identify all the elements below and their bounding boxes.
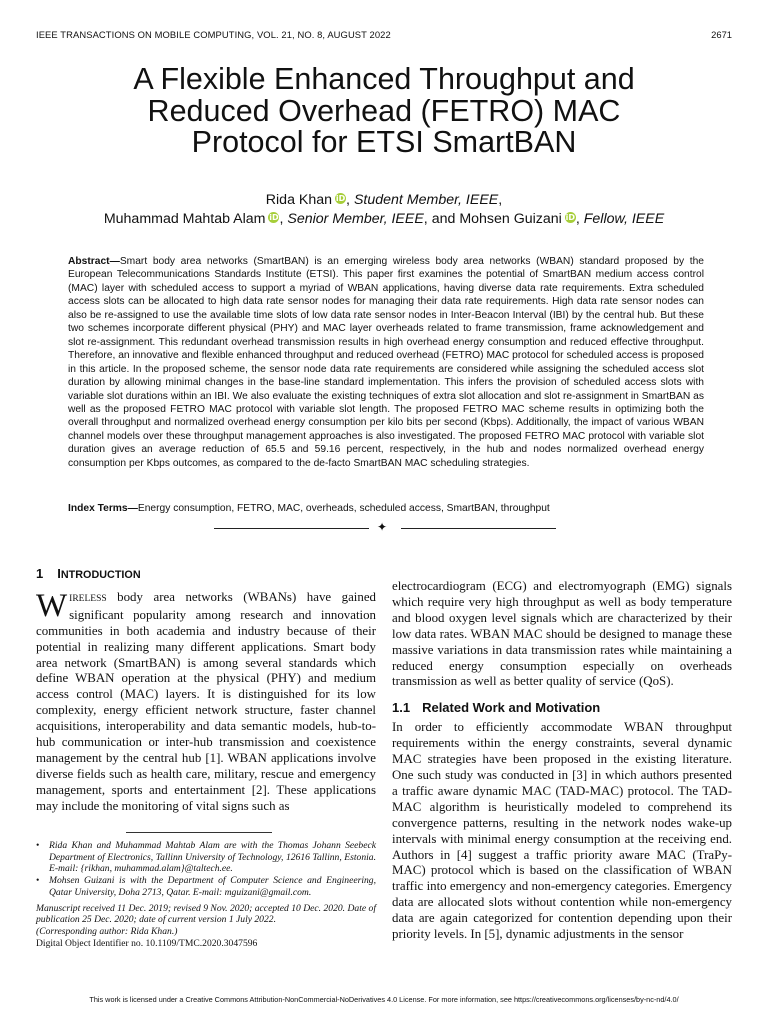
subsection-title: Related Work and Motivation	[422, 700, 601, 716]
orcid-icon[interactable]: iD	[565, 213, 576, 222]
section-title-initial: I	[57, 566, 61, 581]
page-number: 2671	[711, 29, 732, 40]
author-line-1: Rida Khan iD, Student Member, IEEE,	[265, 192, 503, 208]
divider-ornament-icon: ✦	[377, 520, 388, 534]
intro-text-right: electrocardiogram (ECG) and electromyograph (EMG) signals which require very high throughput as well as body temperature and blood oxygen level signals which are characterized by their low data rates. WBAN MAC should be designed to manage these massive variations in data transmission rates while maintaining a reduced energy consumption especially on overheads transmission as well as better quality of service (QoS).	[392, 579, 732, 689]
abstract-label: Abstract—	[68, 256, 120, 267]
small-caps-word: IRELESS	[69, 593, 107, 604]
journal-header: IEEE TRANSACTIONS ON MOBILE COMPUTING, VOL. 21, NO. 8, AUGUST 2022	[36, 29, 391, 40]
author-membership: Student Member, IEEE	[353, 192, 499, 208]
corresponding-author: (Corresponding author: Rida Khan.)	[36, 925, 178, 937]
author-name: Rida Khan	[265, 192, 333, 208]
divider-line-left	[214, 528, 369, 529]
author-line-2: Muhammad Mahtab Alam iD, Senior Member, IEEE, and Mohsen Guizani iD, Fellow, IEEE	[103, 211, 665, 227]
footnote-rule	[126, 832, 272, 833]
index-terms	[68, 503, 704, 514]
title-line-3: Protocol for ETSI SmartBAN	[191, 125, 577, 159]
author-membership: Senior Member, IEEE	[287, 211, 424, 227]
subsection-heading	[392, 700, 732, 716]
author-membership: Fellow, IEEE	[583, 211, 665, 227]
orcid-icon[interactable]: iD	[335, 194, 346, 203]
divider-line-right	[401, 528, 556, 529]
paper-title	[60, 64, 708, 159]
title-line-1: A Flexible Enhanced Throughput and	[133, 62, 635, 96]
footnote-text: Rida Khan and Muhammad Mahtab Alam are with the Thomas Johann Seebeck Department of Electronics, Tallinn University of Technology, 12616 Tallinn, Estonia. E-mail: {rikhan, muhammad.alam}@taltech.ee.	[49, 840, 376, 875]
section-divider	[214, 520, 556, 534]
title-line-2: Reduced Overhead (FETRO) MAC	[147, 93, 621, 128]
intro-paragraph	[36, 587, 376, 815]
section-title-rest: NTRODUCTION	[60, 569, 141, 581]
intro-text-left: body area networks (WBANs) have gained significant popularity among research and innovation communities in both academia and industry because of their potential in realizing many different applications. Smart body area network (SmartBAN) is among several standards which define WBAN operation at the physical (PHY) and medium access control (MAC) layers. It is distinguished for its low complexity, energy efficient network structure, faster channel acquisitions, interoperability and data semantic models, hub-to-hub communication or inter-hub transmission and coexistence management by the central hub [1]. WBAN applications involve diverse fields such as health care, military, rescue and emergency management, sports and entertainment [2]. These applications may include the monitoring of vital signs such as	[36, 589, 376, 813]
author-name: Muhammad Mahtab Alam	[103, 211, 266, 227]
author-conjunction: and	[431, 211, 456, 227]
related-work-text: In order to efficiently accommodate WBAN throughput requirements within the energy constraints, several dynamic MAC strategies have been proposed in the existing literature. One such study was conducted in [3] in which authors presented a traffic aware dynamic MAC (TAD-MAC) protocol. The TAD-MAC algorithm is heuristically modeled to comprehend its convergence patterns, resulting in the network nodes wake-up intervals with minimal energy consumption at the receiving end. Authors in [4] suggest a traffic priority aware MAC (TraPy-MAC) protocol which is based on the classification of WBAN traffic into emergency and non-emergency categories. Emergency data are allocated slots without contention while non-emergency data are again categorized for contention depending upon their priority levels. In [5], dynamic adjustments in the sensor	[392, 720, 732, 942]
author-name: Mohsen Guizani	[459, 211, 562, 227]
footnote-item	[36, 875, 376, 898]
index-terms-label: Index Terms—	[68, 503, 138, 514]
section-heading	[36, 566, 376, 584]
footnote-item	[36, 840, 376, 875]
doi: Digital Object Identifier no. 10.1109/TMC.2020.3047596	[36, 937, 258, 949]
abstract	[68, 255, 704, 470]
abstract-text: Smart body area networks (SmartBAN) is an emerging wireless body area networks (WBAN) standard proposed by the European Telecommunications Standards Institute (ETSI). This paper first examines the potential of SmartBAN medium access control (MAC) layer with scheduled access to support a myriad of WBAN applications, having diverse data rate requirements. Extra scheduled access slots can be allocated to high data rate sensor nodes for managing their data rate requirements. High data rate sensor nodes can also be re-assigned to use the available time slots of low data rate sensor nodes in Inter-Beacon Interval (IBI) by the central hub. But these two schemes incorporate different physical (PHY) and MAC layer overheads related to frame transmission, frame acknowledgement and slot re-assignment. This redundant overhead transmission results in high overhead energy consumption and reduced effective throughput. Therefore, an innovative and flexible enhanced throughput and reduced overhead (FETRO) MAC protocol for scheduled access is proposed in this article. In the proposed scheme, the sensor node data rate requirements are considered while assigning the scheduled access slot duration by allowing minimal changes in the base-line standard implementation. This infers the provision of scheduled access slots with variable slot durations within an IBI. We also evaluate the existing techniques of extra slot allocation and slot re-assignment in SmartBAN as well as the proposed FETRO MAC protocol with variable slot length. The proposed FETRO MAC scheme results in optimizing both the overall throughput and normalized overhead energy consumption per kilo bits per second (Kbps). Additionally, the impact of various WBAN channel models over these throughput management approaches is also investigated. The proposed FETRO MAC protocol with variable slot duration gives an average reduction of 65.5 and 59.16 percent, respectively, in the hub and nodes normalized overhead energy consumption per Kbps outcomes, as compared to the de-facto SmartBAN MAC scheduling strategies.	[68, 256, 704, 469]
bullet-icon: •	[36, 875, 40, 887]
license-notice: This work is licensed under a Creative Commons Attribution-NonCommercial-NoDerivatives 4.0 License. For more information, see https://creativecommons.org/licenses/by-nc-nd/4.0/	[89, 995, 679, 1004]
right-column	[392, 579, 732, 943]
orcid-icon[interactable]: iD	[269, 213, 279, 222]
manuscript-dates: Manuscript received 11 Dec. 2019; revised 9 Nov. 2020; accepted 10 Dec. 2020. Date of publication 25 Dec. 2020; date of current version 1 July 2022.	[36, 902, 376, 926]
index-terms-text: Energy consumption, FETRO, MAC, overheads, scheduled access, SmartBAN, throughput	[137, 503, 550, 514]
section-number: 1	[36, 566, 44, 581]
subsection-number: 1.1	[392, 700, 411, 716]
drop-cap: W	[36, 587, 68, 624]
footnotes	[36, 840, 376, 949]
footnote-text: Mohsen Guizani is with the Department of Computer Science and Engineering, Qatar University, Doha 2713, Qatar. E-mail: mguizani@gmail.com.	[49, 875, 376, 898]
left-column	[36, 566, 376, 815]
bullet-icon: •	[36, 840, 40, 851]
